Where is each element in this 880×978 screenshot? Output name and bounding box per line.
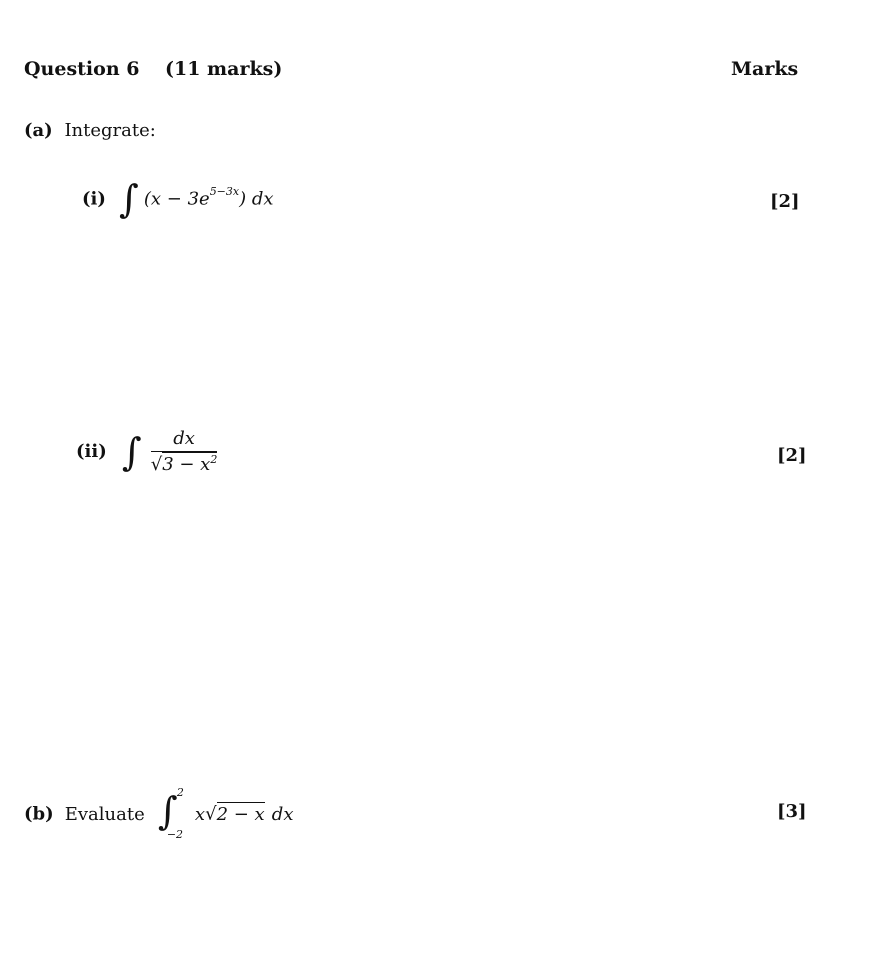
part-a-i-row	[82, 177, 274, 221]
fraction-denominator	[151, 452, 218, 475]
radical-sign: √	[205, 803, 217, 825]
part-a-ii-label: (ii)	[76, 441, 107, 462]
part-b-label: (b)	[24, 803, 54, 825]
integral-sign: ∫	[157, 789, 178, 833]
differential: dx	[271, 803, 294, 825]
radicand-exponent: 2	[210, 453, 218, 466]
radical-sign: √	[150, 454, 163, 475]
part-a-label: (a)	[24, 120, 53, 141]
upper-limit: 2	[176, 786, 184, 799]
radicand: 2 − x	[216, 803, 265, 825]
part-a-instruction: Integrate:	[64, 120, 156, 141]
part-a-row	[24, 120, 156, 141]
question-title: Question 6	[24, 58, 140, 80]
integral-sign: ∫	[121, 429, 142, 474]
lower-limit: −2	[166, 828, 184, 841]
part-a-ii-row	[76, 428, 217, 475]
part-a-i-label: (i)	[82, 188, 106, 210]
part-a-ii-marks: [2]	[777, 445, 807, 466]
part-a-i-marks: [2]	[770, 191, 800, 212]
integrand-close: ) dx	[239, 188, 274, 210]
part-b-marks: [3]	[777, 801, 807, 822]
marks-column-heading: Marks	[731, 58, 799, 80]
integral-sign: ∫	[118, 177, 139, 221]
question-total-marks: (11 marks)	[165, 58, 283, 80]
radicand-base: 3 − x	[162, 454, 211, 475]
part-b-instruction: Evaluate	[64, 803, 145, 825]
definite-integral	[158, 786, 188, 842]
integrand-open: (x − 3e	[143, 188, 210, 210]
part-b-row	[24, 786, 293, 842]
integrand-x: x	[194, 803, 206, 825]
fraction	[151, 428, 218, 475]
exponent: 5−3x	[209, 184, 240, 198]
radicand	[162, 452, 217, 475]
fraction-numerator: dx	[151, 428, 218, 452]
